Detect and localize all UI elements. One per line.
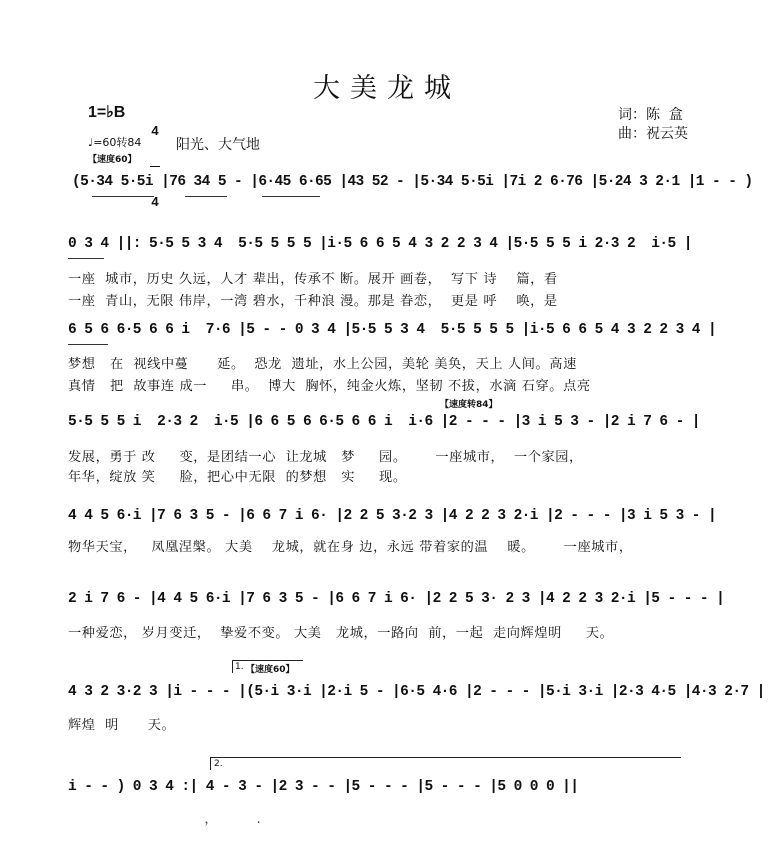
notation-line-8: i - - ) 0 3 4 :| 4 - 3 - |2 3 - - |5 - - - |5 - - - |5 0 0 0 || xyxy=(68,779,579,795)
volta-1-number: 1. xyxy=(235,662,244,672)
lyric-line-4a: 发展，勇于 改 变，是团结一心 让龙城 梦 园。 一座城市， 一个家园， xyxy=(68,450,583,465)
lyric-line-2b: 一座 青山，无限 伟岸，一湾 碧水，千种浪 漫。那是 眷恋， 更是 呼 唤，是 xyxy=(68,294,558,309)
lyric-line-3a: 梦想 在 视线中蔓 延。 恐龙 遗址，水上公园，美轮 美奂，天上 人间。高速 xyxy=(68,357,577,372)
lyric-line-7: 辉煌 明 天。 xyxy=(68,718,176,733)
notation-line-6: 2 i 7 6 - |4 4 5 6·i |7 6 3 5 - |6 6 7 i 6· |2 2 5 3· 2 3 |4 2 2 3 2·i |5 - - - | xyxy=(68,591,725,607)
notation-line-7: 4 3 2 3·2 3 |i - - - |(5·i 3·i |2·i 5 - |6·5 4·6 |2 - - - |5·i 3·i |2·3 4·5 |4·3 2·7 | xyxy=(68,684,765,700)
tempo-tag-1: 【速度60】 xyxy=(88,155,137,165)
tempo-tag-2: 【速度转84】 xyxy=(440,400,498,410)
time-signature-bottom: 4 xyxy=(151,194,159,209)
volta-2-number: 2. xyxy=(214,759,223,769)
tempo-marking: ♩=60转84 xyxy=(88,136,142,149)
composer-credit: 曲：祝云英 xyxy=(618,126,688,142)
notation-line-3: 6 5 6 6·5 6 6 i 7·6 |5 - - 0 3 4 |5·5 5 3 4 5·5 5 5 5 |i·5 6 6 5 4 3 2 2 3 4 | xyxy=(68,322,717,338)
lyric-line-4b: 年华，绽放 笑 脸，把心中无限 的梦想 实 现。 xyxy=(68,470,407,485)
lyric-line-8-fragment: ， . xyxy=(190,812,262,827)
notation-line-2: 0 3 4 ||: 5·5 5 3 4 5·5 5 5 5 |i·5 6 6 5 4 3 2 2 3 4 |5·5 5 5 i 2·3 2 i·5 | xyxy=(68,236,692,252)
key-signature: 1=♭B xyxy=(88,104,126,121)
time-signature-top: 4 xyxy=(151,123,159,138)
lyric-line-5: 物华天宝， 凤凰涅槃。 大美 龙城，就在身 边，永远 带着家的温 暖。 一座城市， xyxy=(68,540,633,555)
lyric-line-6: 一种爱恋， 岁月变迁， 挚爱不变。 大美 龙城，一路向 前，一起 走向辉煌明 天。 xyxy=(68,626,614,641)
notation-line-1: (5·34 5·5i |76 34 5 - |6·45 6·65 |43 52 - |5·34 5·5i |7i 2 6·76 |5·24 3 2·1 |1 - - ) xyxy=(72,174,753,190)
mood-marking: 阳光、大气地 xyxy=(176,137,260,153)
lyricist-credit: 词：陈 盒 xyxy=(618,107,683,123)
song-title: 大美龙城 xyxy=(313,73,461,104)
lyric-line-2a: 一座 城市，历史 久远，人才 辈出，传承不 断。展开 画卷， 写下 诗 篇，看 xyxy=(68,272,558,287)
time-signature xyxy=(150,96,160,223)
lyric-line-3b: 真情 把 故事连 成一 串。 博大 胸怀，纯金火炼，坚韧 不拔，水滴 石穿。点亮 xyxy=(68,379,591,394)
notation-line-5: 4 4 5 6·i |7 6 3 5 - |6 6 7 i 6· |2 2 5 3·2 3 |4 2 2 3 2·i |2 - - - |3 i 5 3 - | xyxy=(68,508,717,524)
notation-line-4: 5·5 5 5 i 2·3 2 i·5 |6 6 5 6 6·5 6 6 i i·6 |2 - - - |3 i 5 3 - |2 i 7 6 - | xyxy=(68,414,700,430)
tempo-tag-3: 【速度60】 xyxy=(246,665,295,675)
